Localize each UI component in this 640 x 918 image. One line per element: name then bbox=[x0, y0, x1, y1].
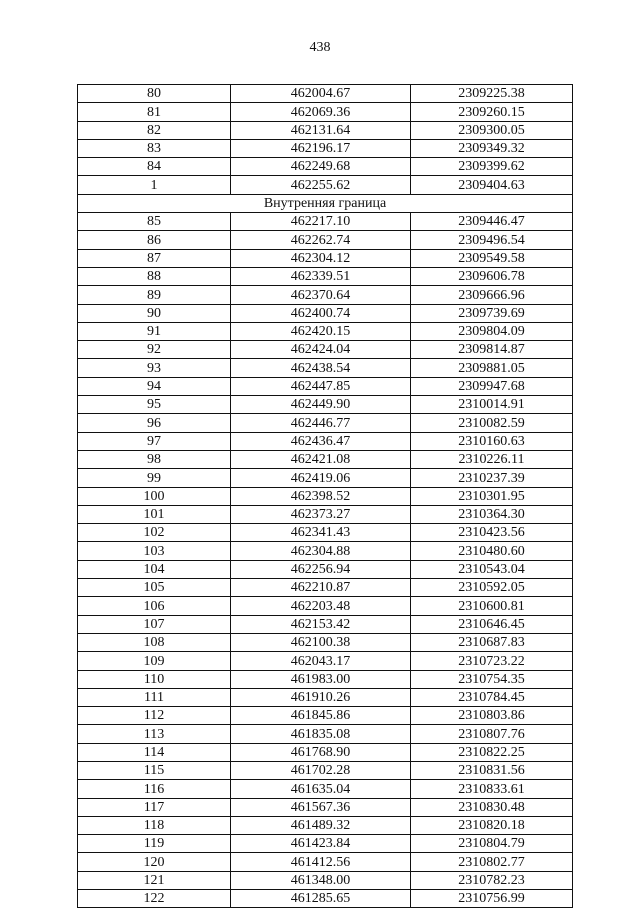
y-coordinate-cell: 2309666.96 bbox=[411, 286, 573, 304]
y-coordinate-cell: 2309260.15 bbox=[411, 103, 573, 121]
point-number-cell: 94 bbox=[78, 377, 231, 395]
y-coordinate-cell: 2310802.77 bbox=[411, 853, 573, 871]
x-coordinate-cell: 462153.42 bbox=[231, 615, 411, 633]
table-row bbox=[78, 85, 573, 103]
y-coordinate-cell: 2310687.83 bbox=[411, 633, 573, 651]
x-coordinate-cell: 462420.15 bbox=[231, 322, 411, 340]
y-coordinate-cell: 2309349.32 bbox=[411, 139, 573, 157]
table-row bbox=[78, 432, 573, 450]
x-coordinate-cell: 462100.38 bbox=[231, 633, 411, 651]
point-number-cell: 115 bbox=[78, 761, 231, 779]
point-number-cell: 92 bbox=[78, 341, 231, 359]
x-coordinate-cell: 461845.86 bbox=[231, 707, 411, 725]
y-coordinate-cell: 2310782.23 bbox=[411, 871, 573, 889]
table-section bbox=[78, 194, 573, 212]
table-row bbox=[78, 743, 573, 761]
y-coordinate-cell: 2309881.05 bbox=[411, 359, 573, 377]
table-row bbox=[78, 286, 573, 304]
point-number-cell: 97 bbox=[78, 432, 231, 450]
point-number-cell: 83 bbox=[78, 139, 231, 157]
point-number-cell: 112 bbox=[78, 707, 231, 725]
point-number-cell: 108 bbox=[78, 633, 231, 651]
table-row bbox=[78, 304, 573, 322]
table-row bbox=[78, 615, 573, 633]
point-number-cell: 93 bbox=[78, 359, 231, 377]
table-row bbox=[78, 396, 573, 414]
point-number-cell: 114 bbox=[78, 743, 231, 761]
y-coordinate-cell: 2310784.45 bbox=[411, 688, 573, 706]
x-coordinate-cell: 462373.27 bbox=[231, 505, 411, 523]
coordinates-table bbox=[77, 84, 573, 908]
table-row bbox=[78, 377, 573, 395]
x-coordinate-cell: 461489.32 bbox=[231, 816, 411, 834]
y-coordinate-cell: 2310600.81 bbox=[411, 597, 573, 615]
x-coordinate-cell: 462217.10 bbox=[231, 213, 411, 231]
y-coordinate-cell: 2310226.11 bbox=[411, 450, 573, 468]
y-coordinate-cell: 2310723.22 bbox=[411, 652, 573, 670]
x-coordinate-cell: 462447.85 bbox=[231, 377, 411, 395]
y-coordinate-cell: 2309804.09 bbox=[411, 322, 573, 340]
x-coordinate-cell: 462424.04 bbox=[231, 341, 411, 359]
y-coordinate-cell: 2309300.05 bbox=[411, 121, 573, 139]
y-coordinate-cell: 2309549.58 bbox=[411, 249, 573, 267]
point-number-cell: 81 bbox=[78, 103, 231, 121]
point-number-cell: 99 bbox=[78, 469, 231, 487]
y-coordinate-cell: 2310754.35 bbox=[411, 670, 573, 688]
point-number-cell: 1 bbox=[78, 176, 231, 194]
x-coordinate-cell: 462069.36 bbox=[231, 103, 411, 121]
x-coordinate-cell: 462421.08 bbox=[231, 450, 411, 468]
y-coordinate-cell: 2310756.99 bbox=[411, 890, 573, 908]
point-number-cell: 110 bbox=[78, 670, 231, 688]
x-coordinate-cell: 461983.00 bbox=[231, 670, 411, 688]
y-coordinate-cell: 2310831.56 bbox=[411, 761, 573, 779]
point-number-cell: 122 bbox=[78, 890, 231, 908]
x-coordinate-cell: 462370.64 bbox=[231, 286, 411, 304]
point-number-cell: 107 bbox=[78, 615, 231, 633]
point-number-cell: 100 bbox=[78, 487, 231, 505]
point-number-cell: 106 bbox=[78, 597, 231, 615]
table-row bbox=[78, 176, 573, 194]
x-coordinate-cell: 462210.87 bbox=[231, 579, 411, 597]
point-number-cell: 80 bbox=[78, 85, 231, 103]
table-row bbox=[78, 267, 573, 285]
x-coordinate-cell: 462262.74 bbox=[231, 231, 411, 249]
x-coordinate-cell: 461702.28 bbox=[231, 761, 411, 779]
page-number: 438 bbox=[309, 40, 331, 55]
point-number-cell: 98 bbox=[78, 450, 231, 468]
point-number-cell: 117 bbox=[78, 798, 231, 816]
y-coordinate-cell: 2310646.45 bbox=[411, 615, 573, 633]
x-coordinate-cell: 462446.77 bbox=[231, 414, 411, 432]
table-row bbox=[78, 103, 573, 121]
point-number-cell: 87 bbox=[78, 249, 231, 267]
x-coordinate-cell: 462043.17 bbox=[231, 652, 411, 670]
table-row bbox=[78, 359, 573, 377]
y-coordinate-cell: 2310820.18 bbox=[411, 816, 573, 834]
table-row bbox=[78, 707, 573, 725]
x-coordinate-cell: 461423.84 bbox=[231, 835, 411, 853]
x-coordinate-cell: 461567.36 bbox=[231, 798, 411, 816]
x-coordinate-cell: 462203.48 bbox=[231, 597, 411, 615]
table-row bbox=[78, 450, 573, 468]
table-row bbox=[78, 890, 573, 908]
y-coordinate-cell: 2310301.95 bbox=[411, 487, 573, 505]
table-row bbox=[78, 231, 573, 249]
point-number-cell: 116 bbox=[78, 780, 231, 798]
table-row bbox=[78, 761, 573, 779]
table-row bbox=[78, 322, 573, 340]
y-coordinate-cell: 2310833.61 bbox=[411, 780, 573, 798]
y-coordinate-cell: 2310082.59 bbox=[411, 414, 573, 432]
y-coordinate-cell: 2309739.69 bbox=[411, 304, 573, 322]
table-row bbox=[78, 414, 573, 432]
table-row bbox=[78, 579, 573, 597]
table-row bbox=[78, 597, 573, 615]
y-coordinate-cell: 2309496.54 bbox=[411, 231, 573, 249]
point-number-cell: 121 bbox=[78, 871, 231, 889]
table-row bbox=[78, 542, 573, 560]
table-row bbox=[78, 871, 573, 889]
x-coordinate-cell: 462255.62 bbox=[231, 176, 411, 194]
x-coordinate-cell: 462304.88 bbox=[231, 542, 411, 560]
table-row bbox=[78, 139, 573, 157]
table-row bbox=[78, 835, 573, 853]
x-coordinate-cell: 461412.56 bbox=[231, 853, 411, 871]
table-row bbox=[78, 853, 573, 871]
table-row bbox=[78, 688, 573, 706]
section-header-row bbox=[78, 194, 573, 212]
point-number-cell: 88 bbox=[78, 267, 231, 285]
point-number-cell: 101 bbox=[78, 505, 231, 523]
x-coordinate-cell: 461910.26 bbox=[231, 688, 411, 706]
table-row bbox=[78, 652, 573, 670]
x-coordinate-cell: 462419.06 bbox=[231, 469, 411, 487]
x-coordinate-cell: 462196.17 bbox=[231, 139, 411, 157]
point-number-cell: 102 bbox=[78, 524, 231, 542]
y-coordinate-cell: 2309399.62 bbox=[411, 158, 573, 176]
point-number-cell: 95 bbox=[78, 396, 231, 414]
y-coordinate-cell: 2310237.39 bbox=[411, 469, 573, 487]
point-number-cell: 82 bbox=[78, 121, 231, 139]
y-coordinate-cell: 2310830.48 bbox=[411, 798, 573, 816]
table-row bbox=[78, 725, 573, 743]
x-coordinate-cell: 462249.68 bbox=[231, 158, 411, 176]
point-number-cell: 119 bbox=[78, 835, 231, 853]
table-row bbox=[78, 670, 573, 688]
y-coordinate-cell: 2310160.63 bbox=[411, 432, 573, 450]
x-coordinate-cell: 461835.08 bbox=[231, 725, 411, 743]
table-row bbox=[78, 780, 573, 798]
table-row bbox=[78, 560, 573, 578]
point-number-cell: 109 bbox=[78, 652, 231, 670]
y-coordinate-cell: 2309947.68 bbox=[411, 377, 573, 395]
point-number-cell: 91 bbox=[78, 322, 231, 340]
y-coordinate-cell: 2310014.91 bbox=[411, 396, 573, 414]
table-row bbox=[78, 121, 573, 139]
x-coordinate-cell: 462398.52 bbox=[231, 487, 411, 505]
point-number-cell: 118 bbox=[78, 816, 231, 834]
x-coordinate-cell: 461285.65 bbox=[231, 890, 411, 908]
point-number-cell: 85 bbox=[78, 213, 231, 231]
x-coordinate-cell: 462438.54 bbox=[231, 359, 411, 377]
table-row bbox=[78, 487, 573, 505]
y-coordinate-cell: 2310592.05 bbox=[411, 579, 573, 597]
x-coordinate-cell: 461768.90 bbox=[231, 743, 411, 761]
table-row bbox=[78, 505, 573, 523]
table-row bbox=[78, 158, 573, 176]
point-number-cell: 120 bbox=[78, 853, 231, 871]
y-coordinate-cell: 2310804.79 bbox=[411, 835, 573, 853]
x-coordinate-cell: 462436.47 bbox=[231, 432, 411, 450]
section-title: Внутренняя граница bbox=[78, 194, 573, 212]
table-row bbox=[78, 816, 573, 834]
x-coordinate-cell: 462400.74 bbox=[231, 304, 411, 322]
y-coordinate-cell: 2310807.76 bbox=[411, 725, 573, 743]
x-coordinate-cell: 461635.04 bbox=[231, 780, 411, 798]
point-number-cell: 84 bbox=[78, 158, 231, 176]
point-number-cell: 105 bbox=[78, 579, 231, 597]
point-number-cell: 90 bbox=[78, 304, 231, 322]
x-coordinate-cell: 461348.00 bbox=[231, 871, 411, 889]
x-coordinate-cell: 462304.12 bbox=[231, 249, 411, 267]
y-coordinate-cell: 2309225.38 bbox=[411, 85, 573, 103]
table-body-after-section bbox=[78, 213, 573, 908]
point-number-cell: 86 bbox=[78, 231, 231, 249]
table-row bbox=[78, 213, 573, 231]
y-coordinate-cell: 2310543.04 bbox=[411, 560, 573, 578]
y-coordinate-cell: 2310364.30 bbox=[411, 505, 573, 523]
point-number-cell: 103 bbox=[78, 542, 231, 560]
point-number-cell: 96 bbox=[78, 414, 231, 432]
table-body-before-section bbox=[78, 85, 573, 195]
point-number-cell: 104 bbox=[78, 560, 231, 578]
x-coordinate-cell: 462339.51 bbox=[231, 267, 411, 285]
point-number-cell: 111 bbox=[78, 688, 231, 706]
point-number-cell: 89 bbox=[78, 286, 231, 304]
y-coordinate-cell: 2310822.25 bbox=[411, 743, 573, 761]
table-row bbox=[78, 633, 573, 651]
point-number-cell: 113 bbox=[78, 725, 231, 743]
table-row bbox=[78, 249, 573, 267]
y-coordinate-cell: 2310803.86 bbox=[411, 707, 573, 725]
y-coordinate-cell: 2309404.63 bbox=[411, 176, 573, 194]
table-row bbox=[78, 469, 573, 487]
y-coordinate-cell: 2310480.60 bbox=[411, 542, 573, 560]
table-row bbox=[78, 341, 573, 359]
y-coordinate-cell: 2310423.56 bbox=[411, 524, 573, 542]
x-coordinate-cell: 462449.90 bbox=[231, 396, 411, 414]
table-row bbox=[78, 524, 573, 542]
x-coordinate-cell: 462341.43 bbox=[231, 524, 411, 542]
x-coordinate-cell: 462256.94 bbox=[231, 560, 411, 578]
x-coordinate-cell: 462004.67 bbox=[231, 85, 411, 103]
x-coordinate-cell: 462131.64 bbox=[231, 121, 411, 139]
y-coordinate-cell: 2309814.87 bbox=[411, 341, 573, 359]
table-row bbox=[78, 798, 573, 816]
y-coordinate-cell: 2309446.47 bbox=[411, 213, 573, 231]
y-coordinate-cell: 2309606.78 bbox=[411, 267, 573, 285]
